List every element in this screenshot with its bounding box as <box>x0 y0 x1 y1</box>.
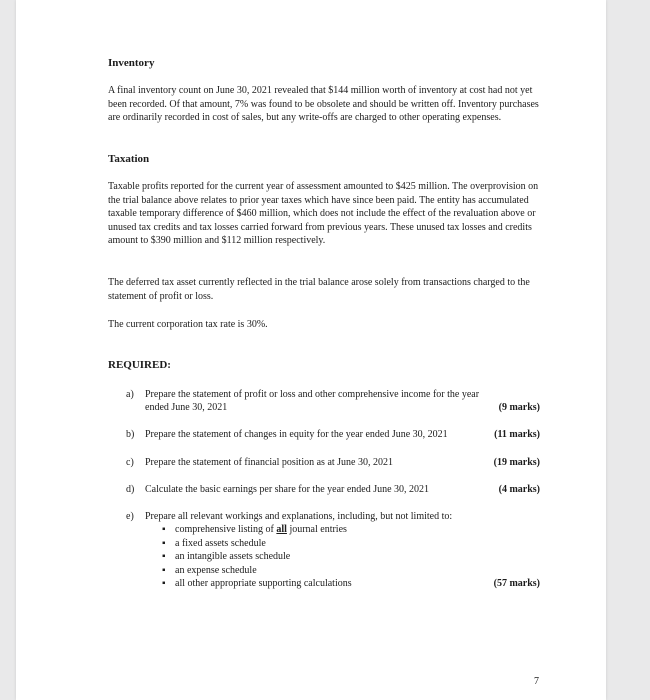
required-item-d <box>126 483 540 497</box>
item-marks: (57 marks) <box>493 578 540 589</box>
item-letter: d) <box>126 484 135 495</box>
item-letter: c) <box>126 457 134 468</box>
item-text-line-1: Prepare the statement of profit or loss and other comprehensive income for the year <box>145 389 480 400</box>
document-page <box>16 0 606 700</box>
bullet-icon: ▪ <box>162 537 166 549</box>
list-item <box>162 537 540 551</box>
required-item-c <box>126 456 540 470</box>
inventory-paragraph: A final inventory count on June 30, 2021 revealed that $144 million worth of inventory at cost had not yet been recorded. Of that amount, 7% was found to be obsolete and should be written off. Inventory purchases are ordinarily recorded in cost of sales, but any write-offs are charged to other operating expenses. <box>108 85 539 123</box>
bullet-text: all other appropriate supporting calculations <box>175 578 352 589</box>
bullet-text: an intangible assets schedule <box>175 551 291 562</box>
list-item <box>162 577 540 591</box>
list-item <box>162 523 540 537</box>
list-item <box>162 550 540 564</box>
bullet-icon: ▪ <box>162 564 166 576</box>
taxation-heading: Taxation <box>108 153 150 165</box>
list-item <box>162 564 540 578</box>
item-text: Calculate the basic earnings per share for the year ended June 30, 2021 <box>145 484 430 495</box>
page-number: 7 <box>534 676 539 687</box>
bullet-icon: ▪ <box>162 551 166 562</box>
taxation-paragraph-2: The deferred tax asset currently reflected in the trial balance arose solely from transactions charged to the statement of profit or loss. <box>108 277 530 302</box>
item-letter: a) <box>126 389 134 400</box>
required-item-e <box>126 510 540 524</box>
required-item-a <box>126 388 540 416</box>
item-letter: e) <box>126 511 134 522</box>
item-marks: (4 marks) <box>498 484 540 495</box>
bullet-text-pre: comprehensive listing of <box>175 524 277 535</box>
item-marks: (9 marks) <box>498 402 540 413</box>
taxation-paragraph-3: The current corporation tax rate is 30%. <box>108 319 268 330</box>
item-text-line-2: ended June 30, 2021 <box>145 402 228 413</box>
item-marks: (11 marks) <box>494 429 540 440</box>
bullet-text-emphasis: all <box>276 524 287 535</box>
required-heading: REQUIRED: <box>108 359 171 371</box>
workings-bullet-list <box>162 523 540 591</box>
bullet-text-post: journal entries <box>286 524 347 535</box>
required-item-b <box>126 428 540 442</box>
inventory-heading: Inventory <box>108 57 155 69</box>
item-text: Prepare the statement of changes in equity for the year ended June 30, 2021 <box>145 429 448 440</box>
item-letter: b) <box>126 429 135 440</box>
bullet-text: an expense schedule <box>175 564 257 576</box>
item-text: Prepare all relevant workings and explanations, including, but not limited to: <box>145 511 453 522</box>
bullet-icon: ▪ <box>162 578 166 589</box>
item-text: Prepare the statement of financial position as at June 30, 2021 <box>145 457 393 468</box>
item-marks: (19 marks) <box>493 457 540 468</box>
bullet-icon: ▪ <box>162 524 166 535</box>
taxation-paragraph-1: Taxable profits reported for the current year of assessment amounted to $425 million. The overprovision on the trial balance above relates to prior year taxes which have since been paid. The entity has accumulated taxable temporary difference of $460 million, which does not include the effect of the revaluation above or unused tax credits and tax losses carried forward from previous years. These unused tax losses and credits amount to $390 million and $112 million respectively. <box>108 181 539 246</box>
bullet-text: a fixed assets schedule <box>175 537 266 549</box>
